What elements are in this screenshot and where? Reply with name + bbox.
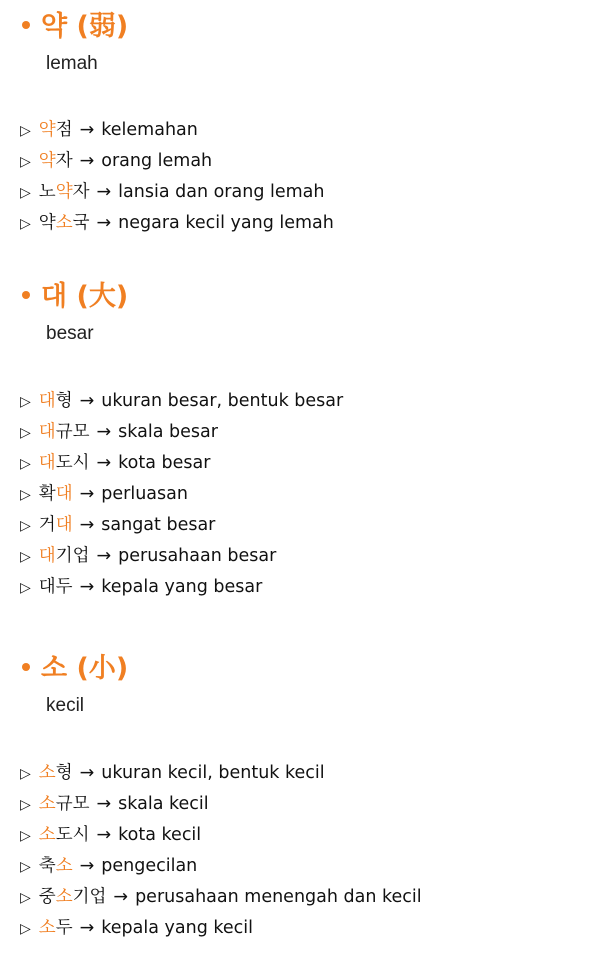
word-list [20, 115, 334, 239]
korean-word [39, 484, 73, 504]
list-item [20, 115, 334, 146]
highlighted-syllable: 소 [38, 918, 56, 938]
triangle-icon: ▷ [20, 216, 31, 232]
highlighted-syllable: 대 [55, 515, 73, 535]
list-item [20, 758, 422, 789]
arrow-icon: → [79, 391, 95, 411]
arrow-icon: → [96, 825, 112, 845]
word-meaning: perluasan [101, 484, 188, 504]
word-meaning: pengecilan [101, 856, 198, 876]
word-meaning: negara kecil yang lemah [118, 213, 334, 233]
arrow-icon: → [113, 887, 129, 907]
korean-word [39, 422, 90, 442]
word-meaning: perusahaan menengah dan kecil [135, 887, 422, 907]
syllable: 형 [55, 763, 73, 783]
arrow-icon: → [79, 763, 95, 783]
triangle-icon: ▷ [20, 154, 31, 170]
highlighted-syllable: 대 [38, 391, 56, 411]
word-meaning: perusahaan besar [118, 546, 277, 566]
korean-word [39, 763, 73, 783]
section-heading: 약 (弱) [22, 10, 128, 44]
triangle-icon: ▷ [20, 797, 31, 813]
list-item [20, 208, 334, 239]
highlighted-syllable: 약 [38, 151, 56, 171]
word-meaning: orang lemah [101, 151, 213, 171]
triangle-icon: ▷ [20, 890, 31, 906]
korean-word [39, 213, 90, 233]
word-list [20, 758, 422, 944]
syllable: 거 [38, 515, 56, 535]
korean-word [39, 918, 73, 938]
list-item [20, 479, 343, 510]
arrow-icon: → [96, 213, 112, 233]
syllable: 국 [72, 213, 90, 233]
syllable: 축 [38, 856, 56, 876]
syllable: 확 [38, 484, 56, 504]
arrow-icon: → [79, 120, 95, 140]
highlighted-syllable: 대 [38, 422, 56, 442]
section-meaning: kecil [46, 695, 85, 716]
syllable: 두 [55, 918, 73, 938]
section-heading: 대 (大) [22, 280, 128, 314]
word-meaning: sangat besar [101, 515, 216, 535]
word-meaning: ukuran kecil, bentuk kecil [101, 763, 325, 783]
bullet-icon [22, 291, 30, 299]
word-meaning: ukuran besar, bentuk besar [101, 391, 344, 411]
highlighted-syllable: 소 [38, 763, 56, 783]
korean-word [39, 794, 90, 814]
korean-word [39, 151, 73, 171]
highlighted-syllable: 소 [55, 213, 73, 233]
list-item [20, 177, 334, 208]
triangle-icon: ▷ [20, 766, 31, 782]
korean-word [39, 825, 90, 845]
highlighted-syllable: 소 [38, 825, 56, 845]
list-item [20, 851, 422, 882]
highlighted-syllable: 약 [38, 120, 56, 140]
highlighted-syllable: 대 [38, 453, 56, 473]
section-meaning: besar [46, 323, 94, 344]
highlighted-syllable: 소 [38, 794, 56, 814]
syllable: 기업 [55, 546, 90, 566]
list-item [20, 882, 422, 913]
arrow-icon: → [79, 577, 95, 597]
triangle-icon: ▷ [20, 123, 31, 139]
arrow-icon: → [96, 794, 112, 814]
bullet-icon [22, 663, 30, 671]
triangle-icon: ▷ [20, 921, 31, 937]
triangle-icon: ▷ [20, 487, 31, 503]
arrow-icon: → [79, 484, 95, 504]
word-meaning: skala besar [118, 422, 218, 442]
word-meaning: kota besar [118, 453, 211, 473]
word-meaning: kepala yang besar [101, 577, 263, 597]
list-item [20, 417, 343, 448]
triangle-icon: ▷ [20, 549, 31, 565]
arrow-icon: → [79, 515, 95, 535]
highlighted-syllable: 대 [38, 546, 56, 566]
triangle-icon: ▷ [20, 185, 31, 201]
syllable: 노 [38, 182, 56, 202]
korean-word [39, 391, 73, 411]
korean-word [39, 546, 90, 566]
syllable: 도시 [55, 825, 90, 845]
list-item [20, 386, 343, 417]
arrow-icon: → [79, 856, 95, 876]
triangle-icon: ▷ [20, 518, 31, 534]
word-meaning: kepala yang kecil [101, 918, 253, 938]
syllable: 점 [55, 120, 73, 140]
arrow-icon: → [96, 546, 112, 566]
list-item [20, 572, 343, 603]
triangle-icon: ▷ [20, 828, 31, 844]
section-meaning: lemah [46, 53, 98, 74]
syllable: 규모 [55, 794, 90, 814]
syllable: 형 [55, 391, 73, 411]
list-item [20, 789, 422, 820]
korean-word [39, 887, 107, 907]
triangle-icon: ▷ [20, 456, 31, 472]
syllable: 도시 [55, 453, 90, 473]
list-item [20, 448, 343, 479]
list-item [20, 510, 343, 541]
word-meaning: kelemahan [101, 120, 198, 140]
highlighted-syllable: 소 [55, 887, 73, 907]
syllable: 규모 [55, 422, 90, 442]
arrow-icon: → [79, 918, 95, 938]
korean-word [39, 453, 90, 473]
arrow-icon: → [96, 453, 112, 473]
highlighted-syllable: 소 [55, 856, 73, 876]
word-list [20, 386, 343, 603]
syllable: 자 [72, 182, 90, 202]
highlighted-syllable: 대 [55, 484, 73, 504]
korean-word [39, 515, 73, 535]
list-item [20, 913, 422, 944]
korean-word [39, 120, 73, 140]
bullet-icon [22, 21, 30, 29]
triangle-icon: ▷ [20, 580, 31, 596]
korean-word [39, 856, 73, 876]
section-heading: 소 (小) [22, 652, 128, 686]
arrow-icon: → [96, 422, 112, 442]
list-item [20, 820, 422, 851]
syllable: 기업 [72, 887, 107, 907]
korean-word [39, 182, 90, 202]
list-item [20, 146, 334, 177]
syllable: 자 [55, 151, 73, 171]
word-meaning: skala kecil [118, 794, 209, 814]
syllable: 약 [38, 213, 56, 233]
triangle-icon: ▷ [20, 859, 31, 875]
triangle-icon: ▷ [20, 394, 31, 410]
arrow-icon: → [96, 182, 112, 202]
syllable: 대두 [38, 577, 73, 597]
word-meaning: kota kecil [118, 825, 202, 845]
highlighted-syllable: 약 [55, 182, 73, 202]
triangle-icon: ▷ [20, 425, 31, 441]
list-item [20, 541, 343, 572]
word-meaning: lansia dan orang lemah [118, 182, 325, 202]
korean-word [39, 577, 73, 597]
arrow-icon: → [79, 151, 95, 171]
syllable: 중 [38, 887, 56, 907]
